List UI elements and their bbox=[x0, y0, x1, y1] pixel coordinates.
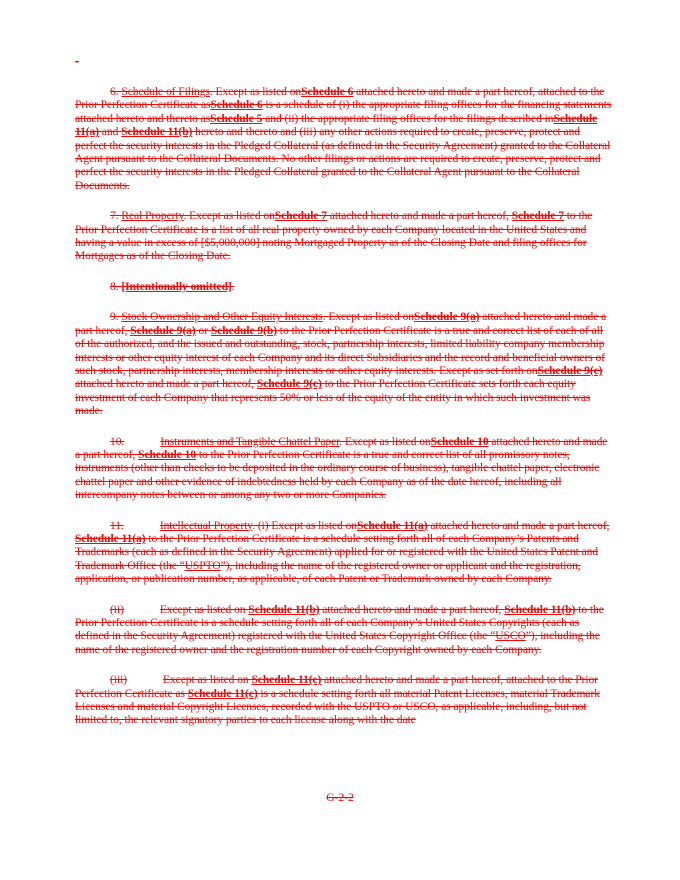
text-segment: to the Prior Perfection Certificate sets forth each equity investment of each Company that represents 50% or less of the equity of the entity in which such investment was made. bbox=[75, 378, 591, 418]
text-segment: Schedule 7 bbox=[511, 210, 564, 223]
text-segment: Real Property bbox=[121, 210, 184, 223]
text-segment: 8. bbox=[110, 280, 122, 293]
text-segment: Schedule 11(a) bbox=[75, 112, 598, 139]
text-segment: attached hereto and made a part hereof, bbox=[75, 311, 607, 337]
para-6-schedule-of-filings bbox=[75, 86, 612, 193]
text-segment: Except as listed on bbox=[159, 603, 249, 616]
text-segment: ”), including the name of the registered owner or applicant and the registration, application, or publication number, as applicable, of each Patent or Trademark owned by each Company. bbox=[75, 559, 581, 586]
text-segment: 7. bbox=[110, 210, 122, 223]
text-segment: to the Prior Perfection Certificate is a schedule setting forth all of each Company’s Patents and Trademarks (each as defined in the Security Agreement) applied for or registered with the United States Patent and Trademark Office (the “ bbox=[75, 532, 599, 572]
text-segment: Schedule 9(c) bbox=[256, 378, 322, 391]
para-11-intellectual-property bbox=[75, 520, 612, 587]
text-segment: Schedule 6 bbox=[301, 86, 354, 98]
para-7-real-property bbox=[75, 210, 612, 264]
para-11-iii-licenses bbox=[75, 674, 612, 728]
text-segment: Instruments and Tangible Chattel Paper bbox=[160, 435, 340, 448]
text-segment: Schedule 11(c) bbox=[187, 687, 258, 700]
para-8-intentionally-omitted bbox=[75, 281, 612, 294]
para-11-ii-copyrights bbox=[75, 604, 612, 658]
text-segment: 10. bbox=[110, 435, 125, 448]
text-segment: USPTO bbox=[184, 559, 221, 572]
text-segment: 6. bbox=[110, 86, 122, 98]
text-segment: attached hereto and made a part hereof, bbox=[427, 519, 610, 532]
text-segment: . Except as listed on bbox=[339, 435, 431, 448]
text-segment: hereto and thereto and (iii) any other actions required to create, preserve, protect and perfect the security interests in the Pledged Collateral (as defined in the Security Agreement) granted to the Collateral Agent pursuant to the Collateral Documents. No other filings or actions are required to create, preserve, protect and perfect the security interests in the Pledged Collateral granted to the Collateral Agent pursuant to the Collateral Documents. bbox=[75, 126, 611, 192]
text-segment: Schedule 11(b) bbox=[121, 126, 193, 139]
text-segment: Schedule 7 bbox=[274, 210, 327, 223]
text-segment: to the Prior Perfection Certificate is a true and correct list of all promissory notes, instruments (other than checks to be deposited in the ordinary course of business), tangible chattel paper, electronic chattel paper and other evidence of indebtedness held by each Company as of the date hereof, including all intercompany notes between or among any two or more Companies. bbox=[75, 448, 600, 502]
text-segment: is a schedule setting forth all material Patent Licenses, material Trademark Licenses and material Copyright Licenses, recorded with the USPTO or USCO, as applicable, including, but not limited to, the relevant signatory parties to each license along with the date bbox=[75, 687, 600, 727]
text-segment: to the Prior Perfection Certificate is a list of all real property owned by each Company located in the United States and having a value in excess of [$5,000,000] noting Mortgaged Property as of the Closing Date and filing offices for Mortgages as of the Closing Date. bbox=[75, 210, 593, 263]
text-segment: and (ii) the appropriate filing offices for the filings described in bbox=[262, 112, 554, 125]
text-segment: Stock Ownership and Other Equity Interests bbox=[121, 311, 323, 324]
text-segment: Schedule 10 bbox=[430, 435, 489, 448]
text-segment: and bbox=[99, 126, 122, 139]
text-segment: Intellectual Property bbox=[159, 519, 253, 532]
page-number-footer: G-2-2 bbox=[326, 792, 354, 804]
text-segment: Schedule 11(b) bbox=[504, 603, 576, 616]
text-segment: attached hereto and made a part hereof, bbox=[327, 210, 512, 223]
para-9-stock-ownership bbox=[75, 311, 612, 418]
text-segment: Schedule 10 bbox=[138, 448, 197, 461]
text-segment: [Intentionally omitted] bbox=[121, 280, 232, 293]
text-segment: to the Prior Perfection Certificate is a true and correct list of each of all of the authorized, and the issued and outstanding, stock, partnership interests, limited liability company membership interests or other equity interest of each Company and its direct Subsidiaries and the record and beneficial owners of such stock, partnership interests, membership interests or other equity interests. Except as set forth on bbox=[75, 324, 605, 377]
text-segment: attached hereto and made a part hereof, attached to the Prior Perfection Certificate as bbox=[75, 86, 605, 112]
text-segment: Schedule 11(a) bbox=[75, 532, 146, 545]
text-segment: attached hereto and made a part hereof, bbox=[75, 378, 257, 391]
text-segment: . Except as listed on bbox=[209, 86, 302, 98]
text-segment: Schedule 9(a) bbox=[130, 324, 196, 337]
document-body bbox=[75, 86, 612, 745]
text-segment: Schedule 11(b) bbox=[248, 603, 320, 616]
text-segment: (iii) bbox=[110, 674, 127, 687]
text-segment: Schedule 11(a) bbox=[357, 519, 428, 532]
text-segment: attached hereto and made a part hereof, bbox=[319, 603, 505, 616]
text-segment: is a schedule of (i) the appropriate filing offices for the financing statements attached hereto and thereto as bbox=[75, 99, 612, 125]
text-segment: . Except as listed on bbox=[183, 210, 275, 223]
text-segment: Schedule 9(c) bbox=[537, 364, 603, 377]
text-segment: 9. bbox=[110, 311, 122, 324]
text-segment: or bbox=[195, 324, 211, 337]
text-segment: 11. bbox=[110, 519, 124, 532]
text-segment: Schedule 6 bbox=[210, 99, 263, 112]
text-segment: Schedule 5 bbox=[210, 112, 263, 125]
text-segment: attached hereto and made a part hereof, bbox=[75, 435, 608, 461]
text-segment: (ii) bbox=[110, 603, 124, 616]
text-segment: USCO bbox=[495, 630, 526, 643]
text-segment: Schedule 11(c) bbox=[251, 674, 322, 687]
text-segment: . (i) Except as listed on bbox=[252, 519, 357, 532]
text-segment: . Except as listed on bbox=[322, 311, 414, 324]
text-segment: to the Prior Perfection Certificate is a schedule setting forth all of each Company’s United States Copyrights (each as defined in the Security Agreement) registered with the United States Copyright Office (the “ bbox=[75, 603, 604, 643]
text-segment: . bbox=[231, 280, 235, 293]
text-segment: Schedule of Filings bbox=[121, 86, 210, 98]
para-10-instruments-chattel-paper bbox=[75, 436, 612, 503]
text-segment: attached hereto and made a part hereof, attached to the Prior Perfection Certificate as bbox=[75, 674, 598, 700]
text-segment: Schedule 9(a) bbox=[413, 311, 480, 324]
text-segment: Except as listed on bbox=[163, 674, 252, 687]
text-segment: ”), including the name of the registered owner and the registration number of each Copyright owned by each Company. bbox=[75, 630, 600, 656]
deleted-top-mark: - bbox=[75, 56, 79, 68]
text-segment: Schedule 9(b) bbox=[210, 324, 277, 337]
